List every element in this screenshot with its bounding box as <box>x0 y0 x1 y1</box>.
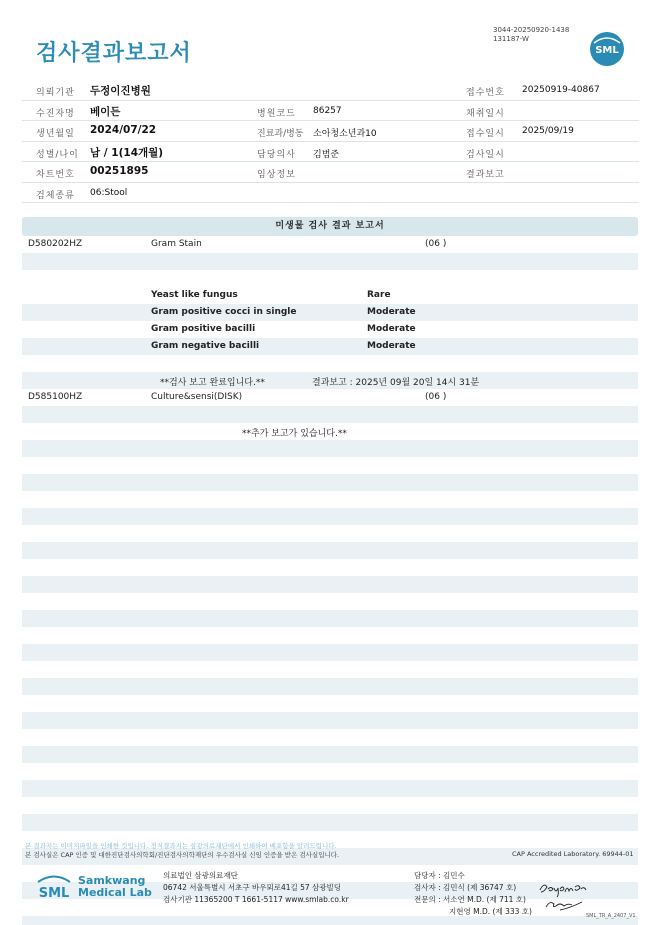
test2-specimen: (06 ) <box>425 392 447 402</box>
complete-note: **검사 보고 완료입니다.** <box>160 378 265 388</box>
sml-logo-text: SML <box>595 45 619 56</box>
list-item <box>22 576 638 593</box>
samkwang-name-line1: Samkwang <box>78 874 146 887</box>
info-row <box>22 142 639 163</box>
address-line2: 06742 서울특별시 서초구 바우뫼로41길 57 삼광빌딩 <box>163 883 342 892</box>
sml-bottom-logo-icon <box>36 873 72 903</box>
organism-row <box>22 304 638 321</box>
collect-date-label: 채취일시 <box>466 108 505 119</box>
test1-specimen: (06 ) <box>425 239 447 249</box>
hospital-code-label: 병원코드 <box>257 108 296 119</box>
sml-bottom-logo-text: SML <box>38 886 70 901</box>
test2-name: Culture&sensi(DISK) <box>151 392 243 402</box>
result-row-test2 <box>22 389 638 406</box>
organism-name: Gram negative bacilli <box>151 341 260 351</box>
result-report-label: 결과보고 <box>466 170 505 180</box>
list-item <box>22 525 638 542</box>
organism-result: Rare <box>367 290 391 300</box>
requester-value: 두정이진병원 <box>90 85 151 97</box>
test-date-label: 검사일시 <box>466 149 505 160</box>
requester-label: 의뢰기관 <box>36 88 75 98</box>
test2-code: D585100HZ <box>28 392 83 402</box>
list-item <box>22 406 638 423</box>
specimen-label: 검체종류 <box>36 190 75 201</box>
organism-row <box>22 338 638 355</box>
specialist2: 지현영 M.D. (제 333 호) <box>449 907 532 916</box>
doctor-label: 담당의사 <box>257 149 296 160</box>
list-item <box>22 491 638 508</box>
document-id-line1: 3044-20250920-1438 <box>493 26 570 34</box>
receipt-no-label: 접수번호 <box>466 88 505 98</box>
organism-row <box>22 321 638 338</box>
list-item <box>22 678 638 695</box>
list-item <box>22 542 638 559</box>
list-item <box>22 627 638 644</box>
document-id <box>493 26 569 44</box>
complete-row <box>22 372 638 389</box>
results-heading: 미생물 검사 결과 보고서 <box>22 217 638 236</box>
list-item <box>22 644 638 661</box>
specialist1: 전문의 : 서소연 M.D. (제 711 호) <box>414 895 526 904</box>
tester: 검사자 : 김민식 (제 36747 호) <box>414 883 517 892</box>
list-item <box>22 355 638 372</box>
info-row <box>22 101 639 122</box>
birth-label: 생년월일 <box>36 129 75 139</box>
list-item <box>22 780 638 797</box>
organism-row <box>22 287 638 304</box>
info-row <box>22 80 639 101</box>
additional-row <box>22 423 638 440</box>
organism-result: Moderate <box>367 307 416 317</box>
dept-value: 소아청소년과10 <box>313 129 377 139</box>
list-item <box>22 440 638 457</box>
receipt-no-value: 20250919-40867 <box>522 85 600 95</box>
list-item <box>22 270 638 287</box>
patient-label: 수진자명 <box>36 108 75 119</box>
info-row <box>22 121 639 142</box>
sex-age-value: 남 / 1(14개월) <box>90 146 164 159</box>
organism-result: Moderate <box>367 324 416 334</box>
birth-value: 2024/07/22 <box>90 124 157 136</box>
list-item <box>22 712 638 729</box>
result-row-test1 <box>22 236 638 253</box>
additional-note: **추가 보고가 있습니다.** <box>242 429 347 439</box>
chart-no-value: 00251895 <box>90 165 149 177</box>
list-item <box>22 746 638 763</box>
test1-code: D580202HZ <box>28 239 83 249</box>
patient-value: 베이든 <box>90 105 121 118</box>
sml-logo-icon <box>589 31 625 67</box>
list-item <box>22 559 638 576</box>
list-item <box>22 593 638 610</box>
list-item <box>22 474 638 491</box>
organism-name: Gram positive bacilli <box>151 324 256 334</box>
doctor-value: 김범준 <box>313 149 340 160</box>
sex-age-label: 성별/나이 <box>36 149 79 160</box>
organism-name: Yeast like fungus <box>151 290 238 300</box>
specimen-value: 06:Stool <box>90 187 128 198</box>
list-item <box>22 253 638 270</box>
results-section <box>22 217 638 925</box>
lab-address <box>163 870 349 906</box>
list-item <box>22 610 638 627</box>
samkwang-name-line2: Medical Lab <box>78 886 152 899</box>
info-row <box>22 162 639 183</box>
organism-name: Gram positive cocci in single <box>151 307 297 317</box>
image-print-notice: 본 결과지는 이미지파일을 인쇄한 것입니다. 정식결과지는 삼광의료재단에서 인쇄하여 배포함을 알려드립니다. <box>25 842 337 850</box>
cap-accreditation: CAP Accredited Laboratory. 69944-01 <box>512 850 634 858</box>
list-item <box>22 508 638 525</box>
form-code: SML_TR_A_2407_V1 <box>586 913 636 919</box>
list-item <box>22 457 638 474</box>
complete-time: 결과보고 : 2025년 09월 20일 14시 31분 <box>312 378 480 388</box>
certification-notice: 본 검사실은 CAP 인증 및 대한진단검사의학회/진단검사의학재단의 우수검사실 신임 인증을 받은 검사실입니다. <box>25 851 340 859</box>
samkwang-name <box>78 875 152 899</box>
list-item <box>22 729 638 746</box>
list-item <box>22 814 638 831</box>
manager: 담당자 : 김민수 <box>414 871 465 880</box>
organism-result: Moderate <box>367 341 416 351</box>
list-item <box>22 763 638 780</box>
staff-info <box>414 870 532 918</box>
signature-icon <box>538 880 590 914</box>
receipt-date-label: 접수일시 <box>466 129 505 139</box>
hospital-code-value: 86257 <box>313 105 342 116</box>
clinical-label: 임상정보 <box>257 170 296 180</box>
chart-no-label: 차트번호 <box>36 170 75 180</box>
list-item <box>22 695 638 712</box>
test1-name: Gram Stain <box>151 239 202 249</box>
address-line1: 의료법인 삼광의료재단 <box>163 871 238 880</box>
list-item <box>22 661 638 678</box>
list-item <box>22 797 638 814</box>
address-line3: 검사기관 11365200 T 1661-5117 www.smlab.co.kr <box>163 895 349 904</box>
receipt-date-value: 2025/09/19 <box>522 126 574 136</box>
page-title: 검사결과보고서 <box>36 41 192 66</box>
patient-info-table <box>22 80 639 203</box>
document-id-line2: 131187-W <box>493 35 529 43</box>
info-row <box>22 183 639 204</box>
samkwang-logo <box>36 873 152 907</box>
dept-label: 진료과/병동 <box>257 129 304 139</box>
